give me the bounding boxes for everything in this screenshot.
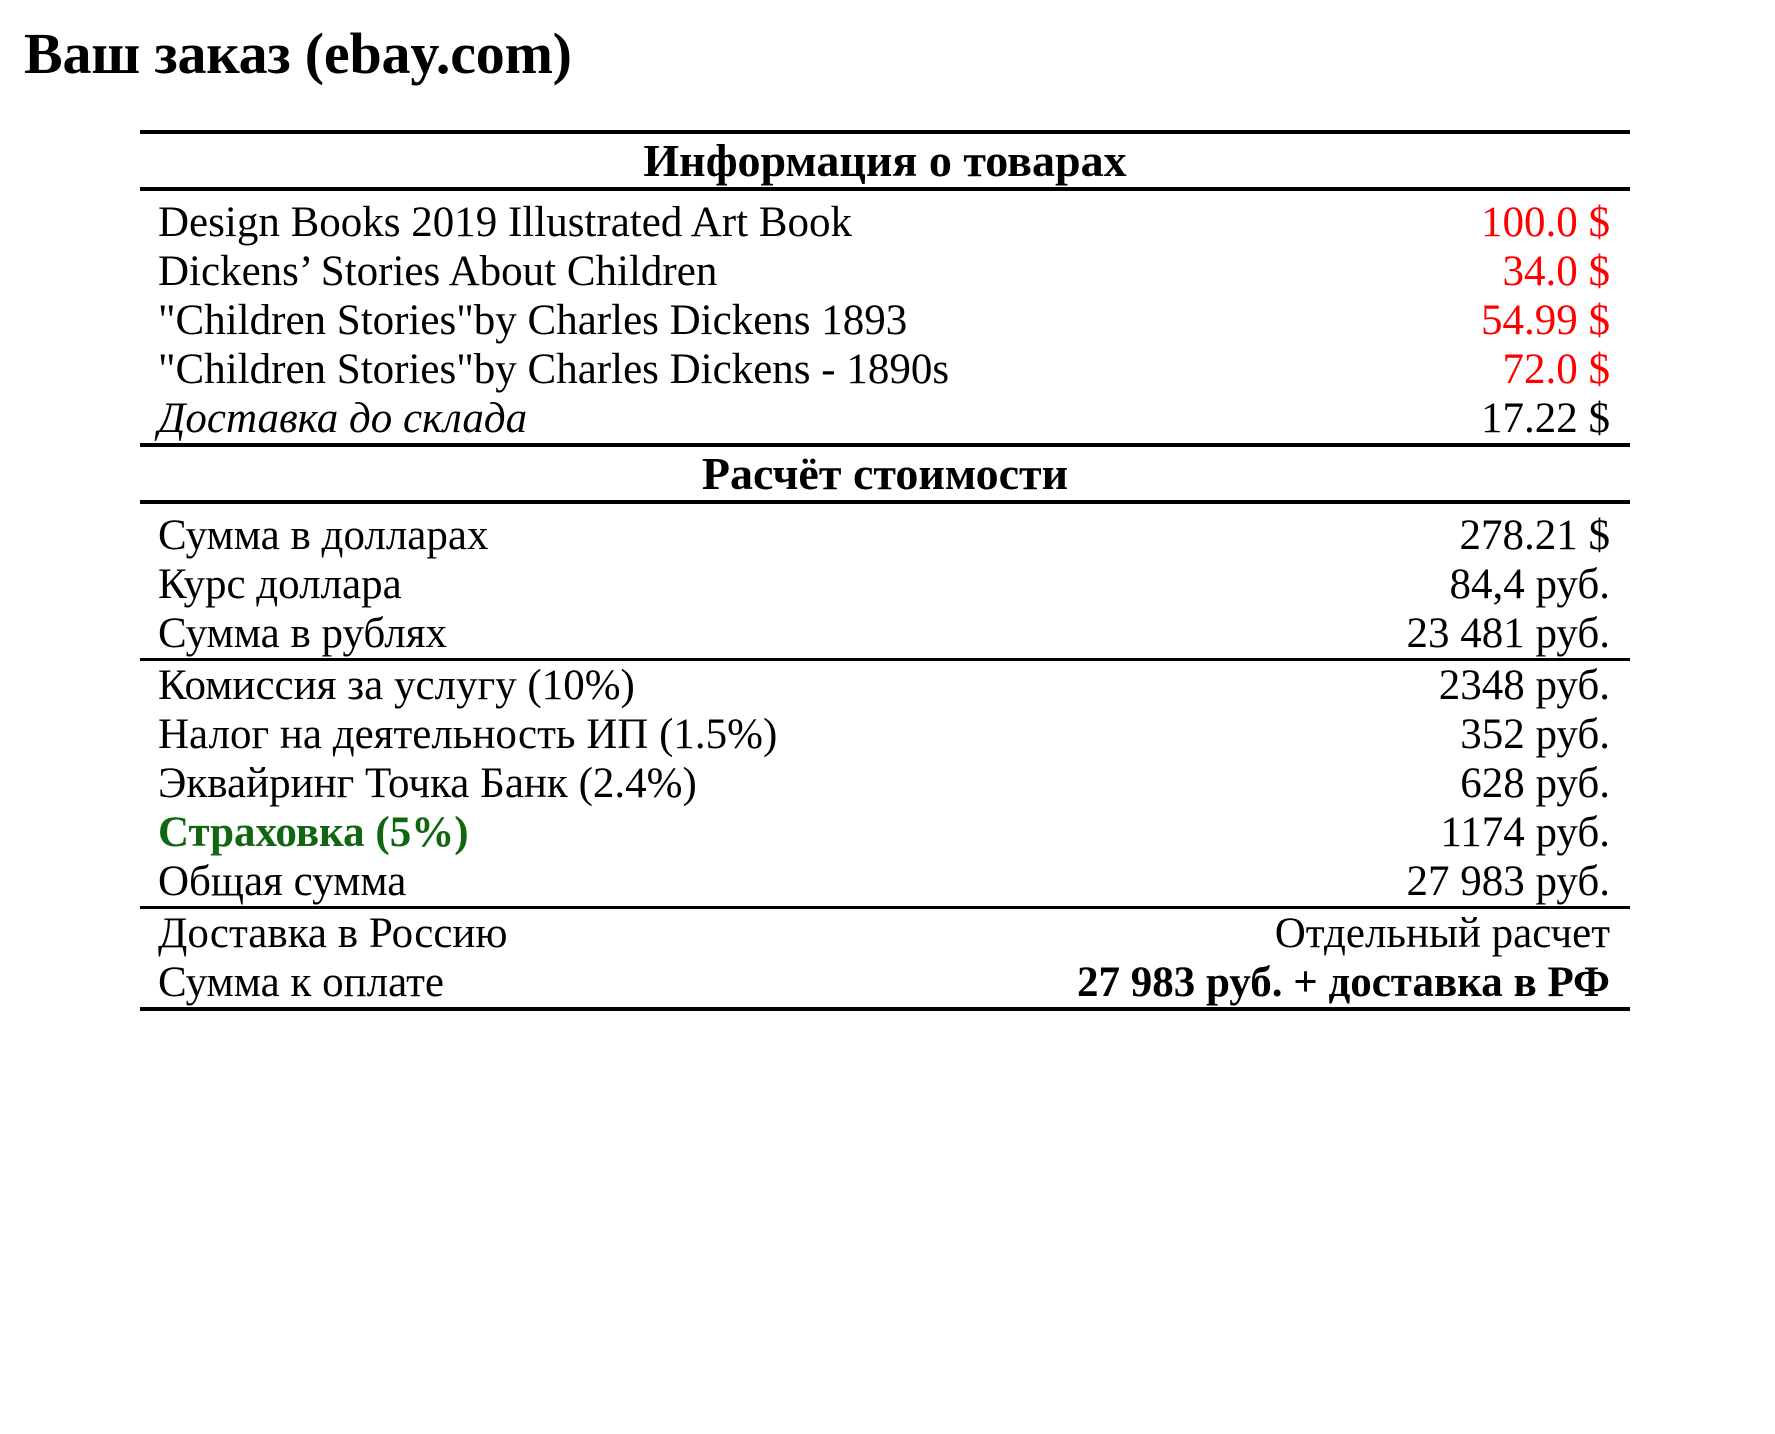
item-price: 54.99 $	[1481, 296, 1610, 344]
item-row	[140, 247, 1630, 296]
item-price: 34.0 $	[1502, 247, 1610, 295]
item-name: "Children Stories"by Charles Dickens - 1890s	[158, 345, 950, 393]
order-table-container	[140, 130, 1630, 1011]
final-value: 27 983 руб. + доставка в РФ	[1025, 958, 1630, 1009]
total-value: 23 481 руб.	[1406, 609, 1610, 657]
section-header-items	[140, 132, 1630, 189]
item-row	[140, 198, 1630, 247]
spacer	[140, 502, 1630, 511]
fee-row-grand-total	[140, 857, 1630, 908]
section-header-calculation-label: Расчёт стоимости	[140, 445, 1630, 502]
final-row-amount-due	[140, 958, 1630, 1009]
fee-value: 628 руб.	[1460, 759, 1610, 807]
item-price: 72.0 $	[1502, 345, 1610, 393]
total-value: 278.21 $	[1459, 511, 1610, 559]
final-value: Отдельный расчет	[1025, 907, 1630, 958]
total-row	[140, 560, 1630, 609]
fee-value: 1174 руб.	[1440, 808, 1610, 856]
item-row	[140, 296, 1630, 345]
section-header-items-label: Информация о товарах	[140, 132, 1630, 189]
fee-value: 352 руб.	[1460, 710, 1610, 758]
order-table	[140, 130, 1630, 1011]
item-row	[140, 345, 1630, 394]
item-price: 17.22 $	[1481, 394, 1610, 442]
item-row-shipping-warehouse	[140, 394, 1630, 445]
total-row	[140, 609, 1630, 660]
fee-value: 2348 руб.	[1025, 659, 1630, 710]
total-row	[140, 511, 1630, 560]
page-title: Ваш заказ (ebay.com)	[24, 21, 572, 86]
item-name: Dickens’ Stories About Children	[158, 247, 718, 295]
fee-value: 27 983 руб.	[1406, 857, 1610, 905]
fee-row-insurance	[140, 808, 1630, 857]
fee-label: Комиссия за услугу (10%)	[140, 659, 1025, 710]
spacer	[140, 189, 1630, 198]
fee-label: Общая сумма	[158, 857, 407, 905]
item-name: "Children Stories"by Charles Dickens 1893	[158, 296, 908, 344]
fee-label: Налог на деятельность ИП (1.5%)	[158, 710, 778, 758]
item-price: 100.0 $	[1481, 198, 1610, 246]
total-label: Курс доллара	[158, 560, 402, 608]
fee-row	[140, 759, 1630, 808]
item-name: Доставка до склада	[158, 394, 528, 442]
final-row-shipping-russia	[140, 907, 1630, 958]
fee-row	[140, 659, 1630, 710]
total-label: Сумма в долларах	[158, 511, 489, 559]
fee-row	[140, 710, 1630, 759]
fee-label: Страховка (5%)	[158, 808, 469, 856]
total-value: 84,4 руб.	[1449, 560, 1610, 608]
final-label: Сумма к оплате	[140, 958, 1025, 1009]
item-name: Design Books 2019 Illustrated Art Book	[158, 198, 852, 246]
final-label: Доставка в Россию	[140, 907, 1025, 958]
section-header-calculation	[140, 445, 1630, 502]
fee-label: Эквайринг Точка Банк (2.4%)	[158, 759, 697, 807]
total-label: Сумма в рублях	[158, 609, 447, 657]
